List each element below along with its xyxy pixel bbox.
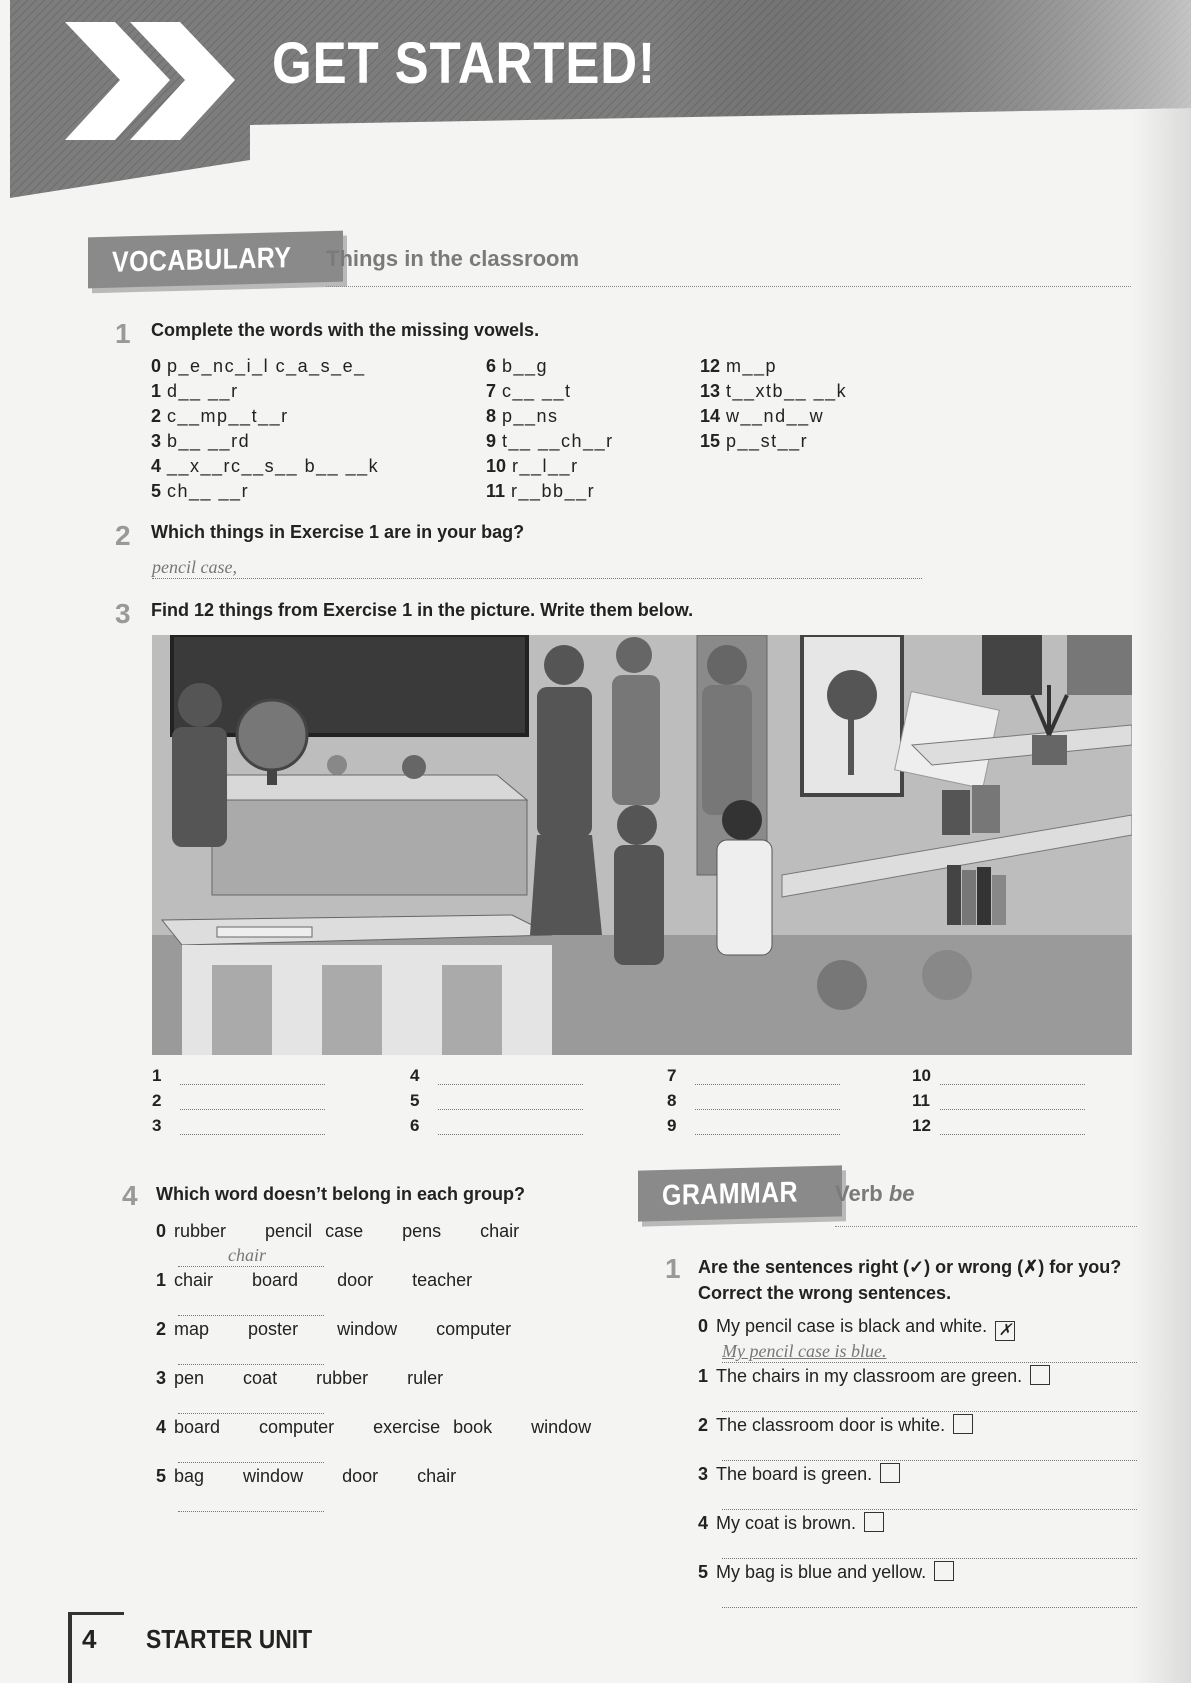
answer-line[interactable]: [178, 1511, 324, 1512]
page-edge-shadow: [1131, 0, 1191, 1683]
answer-line[interactable]: [152, 578, 922, 579]
grammar-subtitle: [835, 1181, 915, 1207]
checkbox[interactable]: [880, 1463, 900, 1483]
word-item: [486, 481, 595, 502]
item-number: 4: [698, 1513, 709, 1533]
item-number: 3: [698, 1464, 709, 1484]
checkbox[interactable]: [1030, 1365, 1050, 1385]
sentence-text: My pencil case is black and white.: [716, 1316, 988, 1336]
item-number: 0: [698, 1316, 709, 1336]
item-number: 0: [151, 356, 162, 376]
vocabulary-tag: [88, 231, 343, 289]
answer-number: 8: [667, 1091, 677, 1110]
exercise-number: 3: [115, 598, 131, 629]
answer-number: 2: [152, 1091, 162, 1110]
grammar-tag: [638, 1165, 842, 1221]
answer-number: 10: [912, 1066, 931, 1085]
header-banner: [10, 0, 1191, 198]
sentence-item: [698, 1414, 973, 1436]
sentence-item: [698, 1316, 1015, 1341]
exercise-instruction: Which word doesn’t belong in each group?: [156, 1184, 525, 1204]
word-item: [486, 381, 572, 402]
vocabulary-subtitle: Things in the classroom: [326, 246, 580, 271]
word-gap[interactable]: t__xtb__ __k: [726, 381, 848, 401]
checkbox[interactable]: [934, 1561, 954, 1581]
answer-line[interactable]: [438, 1134, 583, 1135]
exercise-instruction: Complete the words with the missing vowels.: [151, 320, 540, 340]
word-item: [151, 431, 250, 452]
exercise-number: 4: [122, 1180, 138, 1211]
answer-number: 11: [912, 1091, 930, 1110]
word-gap[interactable]: b__ __rd: [167, 431, 251, 451]
item-number: 5: [156, 1466, 167, 1486]
answer-number: 9: [667, 1116, 677, 1135]
answer-line[interactable]: [178, 1266, 324, 1267]
group-words: map poster window computer: [174, 1319, 512, 1339]
sentence-item: [698, 1463, 900, 1485]
vocabulary-tag-label: VOCABULARY: [112, 242, 292, 279]
item-number: 15: [700, 431, 721, 451]
checkbox[interactable]: ✗: [995, 1321, 1015, 1341]
word-gap[interactable]: t__ __ch__r: [502, 431, 614, 451]
word-gap[interactable]: p_e_nc_i_l c_a_s_e_: [167, 356, 366, 376]
answer-number: 5: [410, 1091, 420, 1110]
word-gap[interactable]: m__p: [726, 356, 778, 376]
item-number: 0: [156, 1221, 167, 1241]
sentence-text: My bag is blue and yellow.: [716, 1562, 927, 1582]
globe: [237, 700, 307, 770]
answer-number: 7: [667, 1066, 677, 1085]
word-item: [486, 431, 614, 452]
answer-line[interactable]: [722, 1411, 1137, 1412]
item-number: 2: [156, 1319, 167, 1339]
checkbox[interactable]: [953, 1414, 973, 1434]
word-item: [151, 481, 249, 502]
group-words: board computer exercise book window: [174, 1417, 592, 1437]
answer-line[interactable]: [722, 1362, 1137, 1363]
divider: [835, 1226, 1137, 1227]
page-title: GET STARTED!: [272, 31, 656, 96]
item-number: 8: [486, 406, 497, 426]
item-number: 12: [700, 356, 721, 376]
item-number: 14: [700, 406, 721, 426]
answer-line[interactable]: [180, 1109, 325, 1110]
classroom-illustration: [152, 635, 1132, 1055]
word-group: [156, 1270, 472, 1291]
item-number: 5: [698, 1562, 709, 1582]
answer-line[interactable]: [722, 1509, 1137, 1510]
word-gap[interactable]: p__st__r: [726, 431, 809, 451]
exercise-instruction: Are the sentences right (✓) or wrong (✗) for you?: [698, 1257, 1122, 1277]
footer-bar: [68, 1612, 72, 1683]
word-gap[interactable]: r__l__r: [512, 456, 579, 476]
word-gap[interactable]: ch__ __r: [167, 481, 250, 501]
board: [172, 635, 527, 735]
word-group: [156, 1417, 591, 1438]
sentence-text: The classroom door is white.: [716, 1415, 946, 1435]
answer-line[interactable]: [722, 1607, 1137, 1608]
item-number: 7: [486, 381, 497, 401]
answer-line[interactable]: [940, 1134, 1085, 1135]
answer-line[interactable]: [940, 1084, 1085, 1085]
answer-number: 3: [152, 1116, 162, 1135]
sentence-text: My coat is brown.: [716, 1513, 857, 1533]
word-item: [486, 356, 548, 377]
answer-line[interactable]: [695, 1109, 840, 1110]
exercise-number: 1: [665, 1253, 681, 1284]
exercise-number: 1: [115, 318, 131, 349]
item-number: 3: [151, 431, 162, 451]
answer-number: 1: [152, 1066, 162, 1085]
item-number: 5: [151, 481, 162, 501]
word-gap[interactable]: d__ __r: [167, 381, 239, 401]
item-number: 10: [486, 456, 507, 476]
exercise-instruction-2: Correct the wrong sentences.: [698, 1283, 952, 1303]
group-words: rubber pencil case pens chair: [174, 1221, 520, 1241]
word-gap[interactable]: __x__rc__s__ b__ __k: [167, 456, 380, 476]
word-item: [151, 381, 239, 402]
answer-number: 12: [912, 1116, 931, 1135]
word-gap[interactable]: p__ns: [502, 406, 559, 426]
answer-line[interactable]: [695, 1134, 840, 1135]
item-number: 6: [486, 356, 497, 376]
exercise-number: 2: [115, 520, 131, 551]
handwritten-answer: chair: [228, 1245, 266, 1265]
word-gap[interactable]: c__mp__t__r: [167, 406, 289, 426]
item-number: 4: [151, 456, 162, 476]
answer-line[interactable]: [940, 1109, 1085, 1110]
handwritten-answer: pencil case,: [152, 557, 237, 577]
answer-line[interactable]: [178, 1315, 324, 1316]
group-words: bag window door chair: [174, 1466, 457, 1486]
handwritten-answer: My pencil case is blue.: [722, 1341, 887, 1361]
word-item: [151, 406, 289, 427]
answer-line[interactable]: [722, 1460, 1137, 1461]
group-words: chair board door teacher: [174, 1270, 473, 1290]
sentence-text: The board is green.: [716, 1464, 873, 1484]
answer-line[interactable]: [178, 1364, 324, 1365]
item-number: 1: [156, 1270, 167, 1290]
answer-number: 4: [410, 1066, 420, 1085]
page-number: 4: [82, 1624, 97, 1654]
word-group: [156, 1368, 443, 1389]
word-gap[interactable]: c__ __t: [502, 381, 572, 401]
grammar-subtitle-text: Verb: [835, 1181, 889, 1206]
unit-title: STARTER UNIT: [146, 1624, 313, 1654]
item-number: 2: [151, 406, 162, 426]
word-item: [700, 431, 808, 452]
word-item: [151, 356, 366, 377]
item-number: 4: [156, 1417, 167, 1437]
sentence-item: [698, 1365, 1050, 1387]
divider: [326, 286, 1131, 287]
item-number: 1: [698, 1366, 709, 1386]
word-gap[interactable]: b__g: [502, 356, 549, 376]
item-number: 2: [698, 1415, 709, 1435]
item-number: 11: [486, 481, 506, 501]
item-number: 3: [156, 1368, 167, 1388]
grammar-tag-label: GRAMMAR: [662, 1176, 799, 1213]
answer-line[interactable]: [178, 1413, 324, 1414]
answer-line[interactable]: [722, 1558, 1137, 1559]
word-group: [156, 1221, 519, 1242]
sentence-item: [698, 1561, 954, 1583]
word-item: [486, 406, 559, 427]
answer-line[interactable]: [180, 1134, 325, 1135]
sentence-item: [698, 1512, 884, 1534]
word-item: [151, 456, 379, 477]
item-number: 9: [486, 431, 497, 451]
grammar-subtitle-verb: be: [888, 1181, 915, 1206]
answer-number: 6: [410, 1116, 420, 1135]
word-item: [700, 381, 847, 402]
word-item: [700, 356, 777, 377]
exercise-instruction: Which things in Exercise 1 are in your bag?: [151, 522, 525, 542]
footer-rule: [68, 1612, 124, 1615]
answer-line[interactable]: [438, 1084, 583, 1085]
sentence-text: The chairs in my classroom are green.: [716, 1366, 1023, 1386]
item-number: 1: [151, 381, 162, 401]
exercise-instruction: Find 12 things from Exercise 1 in the picture. Write them below.: [151, 600, 694, 620]
word-item: [486, 456, 579, 477]
answer-line[interactable]: [180, 1084, 325, 1085]
word-group: [156, 1466, 456, 1487]
checkbox[interactable]: [864, 1512, 884, 1532]
answer-line[interactable]: [438, 1109, 583, 1110]
answer-line[interactable]: [178, 1462, 324, 1463]
word-item: [700, 406, 824, 427]
answer-line[interactable]: [695, 1084, 840, 1085]
word-gap[interactable]: r__bb__r: [511, 481, 596, 501]
word-gap[interactable]: w__nd__w: [726, 406, 825, 426]
word-group: [156, 1319, 511, 1340]
group-words: pen coat rubber ruler: [174, 1368, 444, 1388]
classroom-picture: [152, 635, 1132, 1055]
item-number: 13: [700, 381, 721, 401]
